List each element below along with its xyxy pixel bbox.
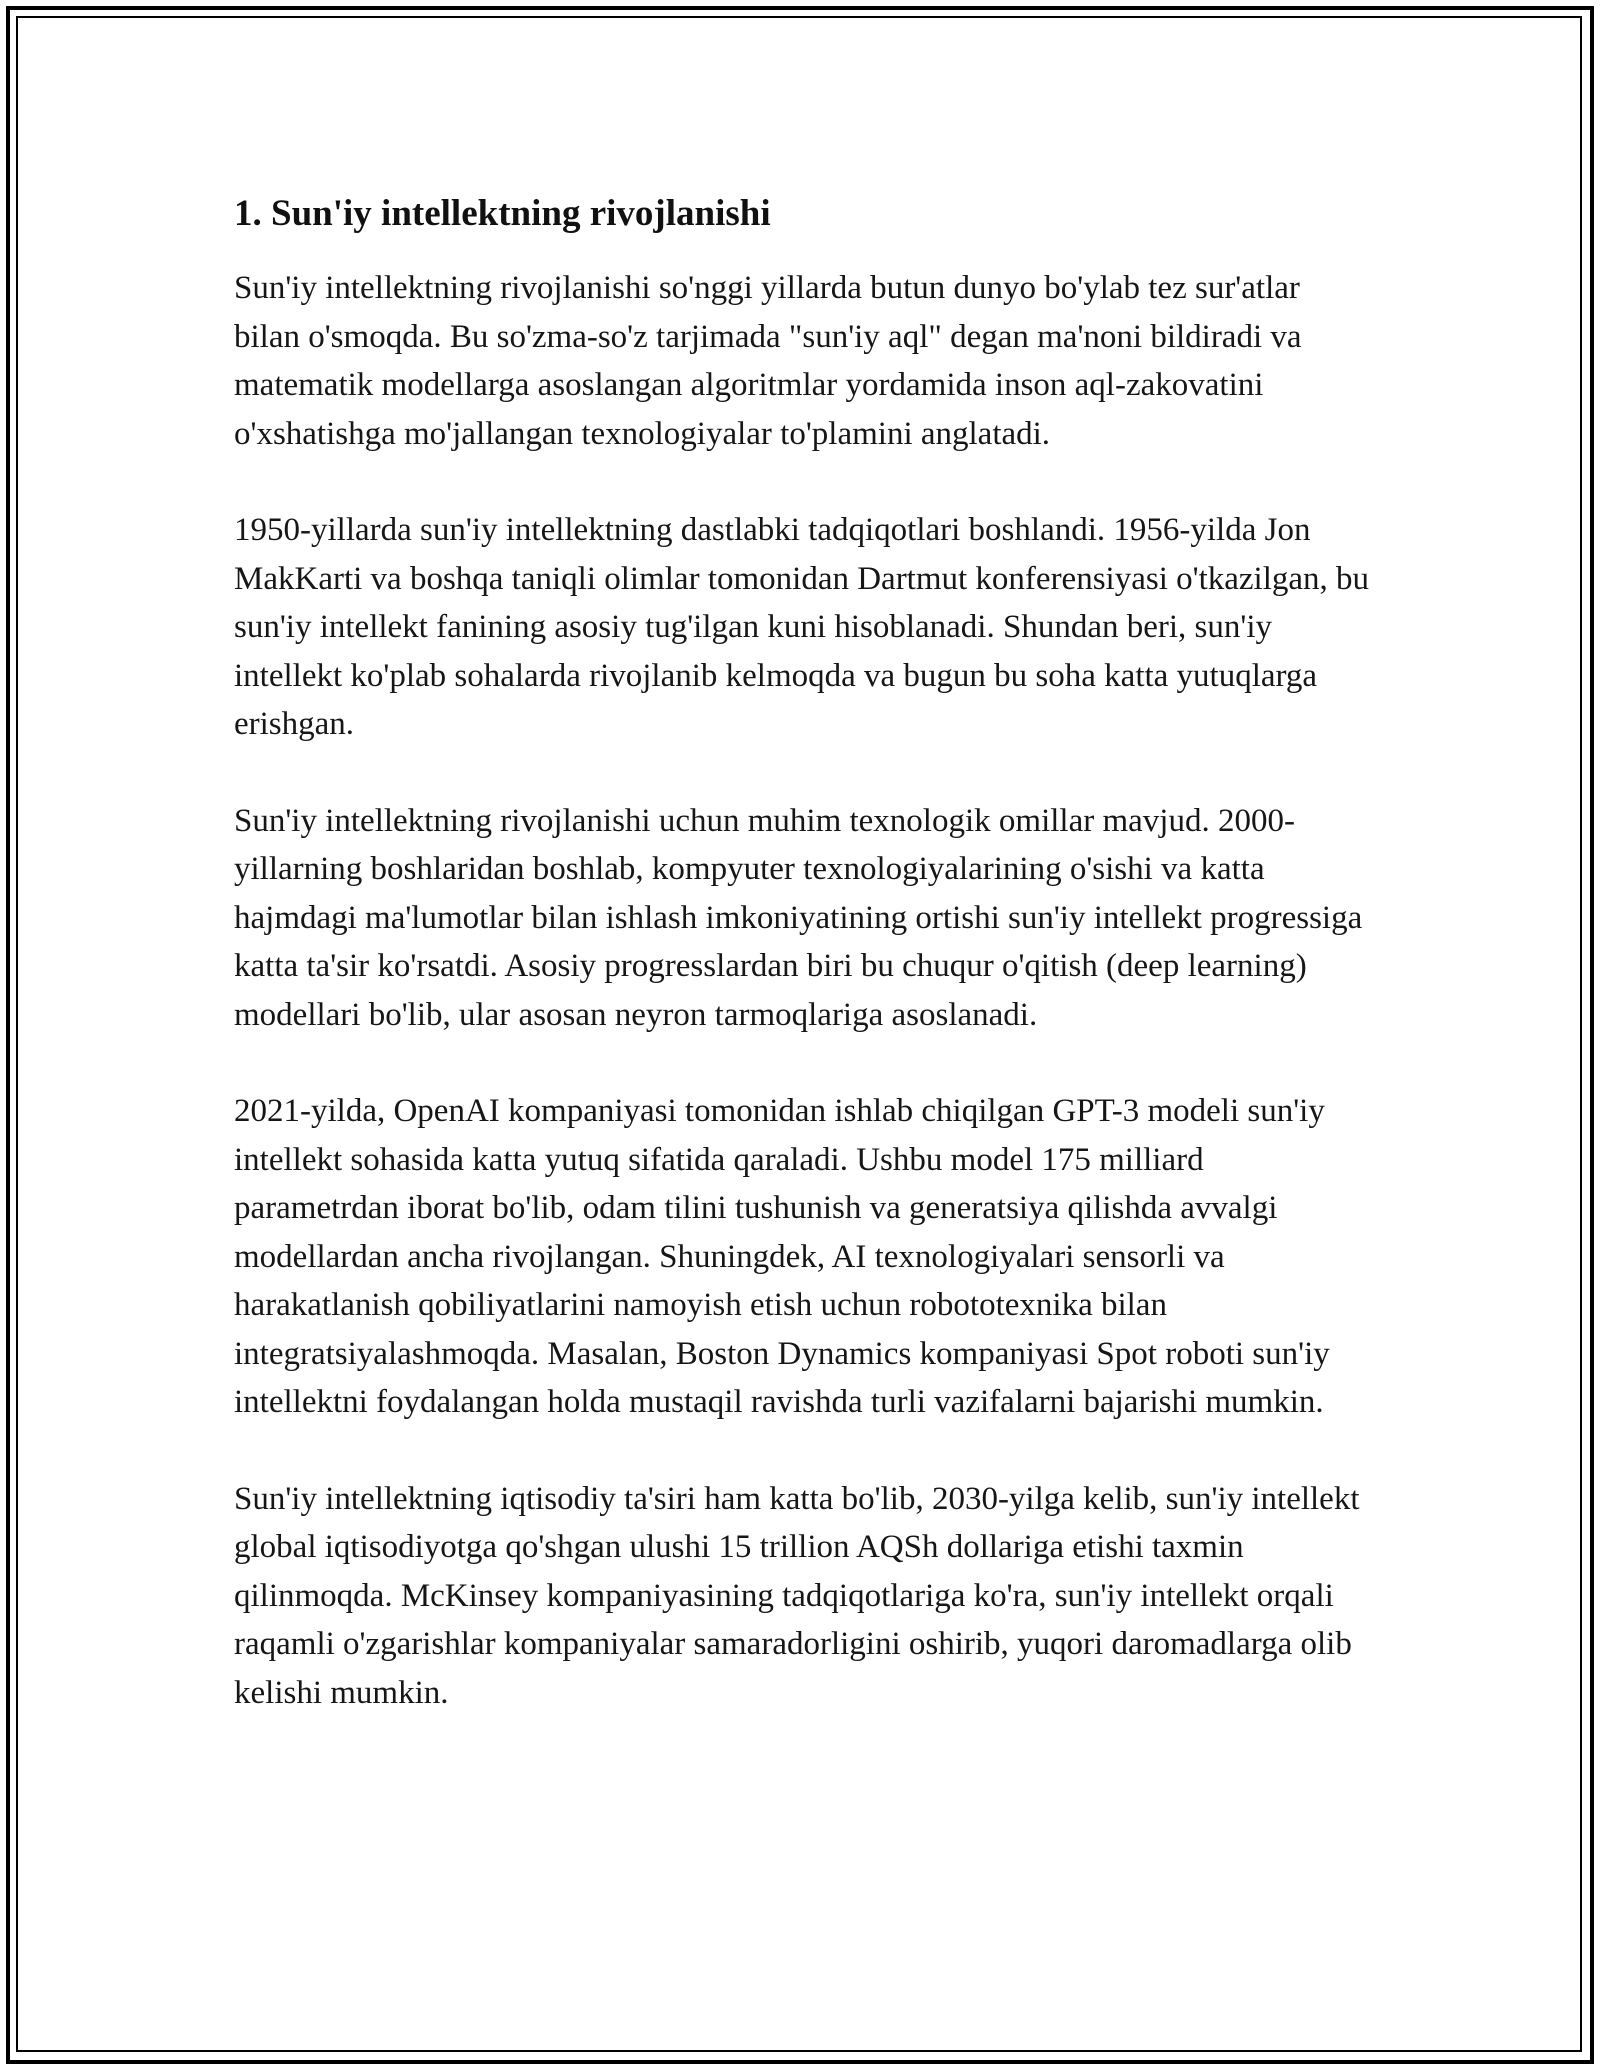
paragraph-5: Sun'iy intellektning iqtisodiy ta'siri ham katta bo'lib, 2030-yilga kelib, sun'iy intellekt global iqtisodiyotga qo'shgan ulushi 15 trillion AQSh dollariga etishi taxmin qilinmoqda. McKinsey kompaniyasining tadqiqotlariga ko'ra, sun'iy intellekt orqali raqamli o'zgarishlar kompaniyalar samaradorligini oshirib, yuqori daromadlarga olib kelishi mumkin. <box>234 1480 1360 1711</box>
document-body <box>234 188 1374 1765</box>
paragraph-2: 1950-yillarda sun'iy intellektning dastlabki tadqiqotlari boshlandi. 1956-yilda Jon MakKarti va boshqa taniqli olimlar tomonidan Dartmut konferensiyasi o'tkazilgan, bu sun'iy intellekt fanining asosiy tug'ilgan kuni hisoblanadi. Shundan beri, sun'iy intellekt ko'plab sohalarda rivojlanib kelmoqda va bugun bu soha katta yutuqlarga erishgan. <box>234 512 1370 742</box>
paragraph-3: Sun'iy intellektning rivojlanishi uchun muhim texnologik omillar mavjud. 2000-yillarning boshlaridan boshlab, kompyuter texnologiyalarining o'sishi va katta hajmdagi ma'lumotlar bilan ishlash imkoniyatining ortishi sun'iy intellekt progressiga katta ta'sir ko'rsatdi. Asosiy progresslardan biri bu chuqur o'qitish (deep learning) modellari bo'lib, ular asosan neyron tarmoqlariga asoslanadi. <box>234 802 1363 1033</box>
section-title: 1. Sun'iy intellektning rivojlanishi <box>234 193 771 234</box>
paragraph-4: 2021-yilda, OpenAI kompaniyasi tomonidan ishlab chiqilgan GPT-3 modeli sun'iy intellekt sohasida katta yutuq sifatida qaraladi. Ushbu model 175 milliard parametrdan iborat bo'lib, odam tilini tushunish va generatsiya qilishda avvalgi modellardan ancha rivojlangan. Shuningdek, AI texnologiyalari sensorli va harakatlanish qobiliyatlarini namoyish etish uchun robototexnika bilan integratsiyalashmoqda. Masalan, Boston Dynamics kompaniyasi Spot roboti sun'iy intellektni foydalangan holda mustaqil ravishda turli vazifalarni bajarishi mumkin. <box>234 1093 1330 1420</box>
paragraph-1: Sun'iy intellektning rivojlanishi so'nggi yillarda butun dunyo bo'ylab tez sur'atlar bilan o'smoqda. Bu so'zma-so'z tarjimada "sun'iy aql" degan ma'noni bildiradi va matematik modellarga asoslangan algoritmlar yordamida inson aql-zakovatini o'xshatishga mo'jallangan texnologiyalar to'plamini anglatadi. <box>234 270 1302 452</box>
